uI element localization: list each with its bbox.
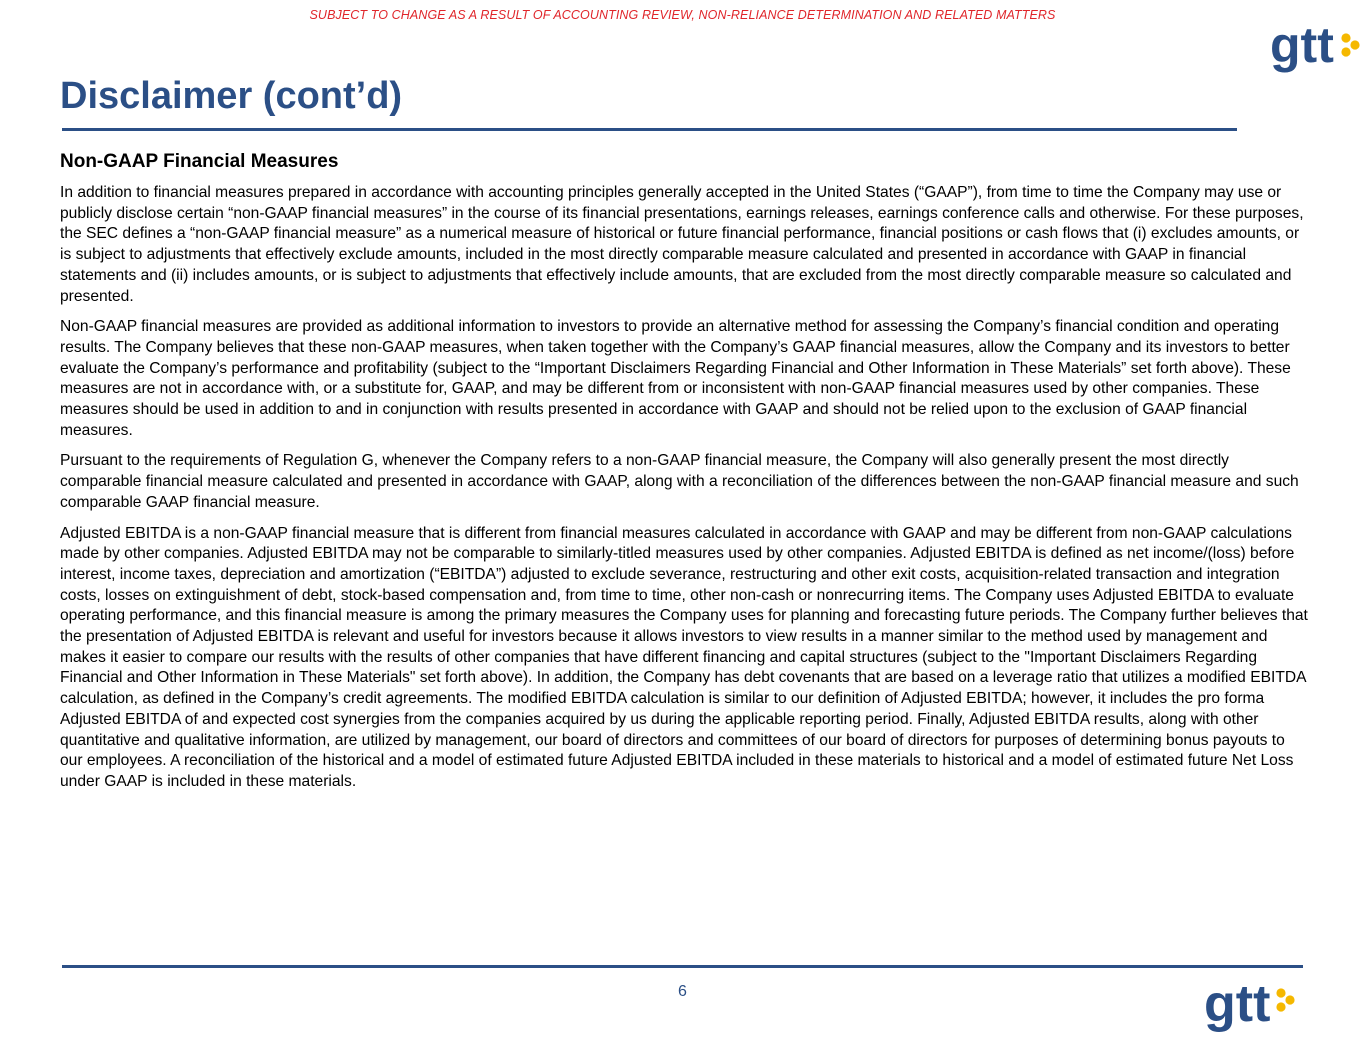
confidentiality-banner: SUBJECT TO CHANGE AS A RESULT OF ACCOUNTING REVIEW, NON-RELIANCE DETERMINATION AND RELATED MATTERS [309, 8, 1056, 22]
paragraph: Pursuant to the requirements of Regulation G, whenever the Company refers to a non-GAAP financial measure, the Company will also generally present the most directly comparable financial measure calculated and presented in accordance with GAAP, along with a reconciliation of the differences between the non-GAAP financial measure and such comparable GAAP financial measure. [60, 452, 1299, 511]
paragraph: In addition to financial measures prepared in accordance with accounting principles generally accepted in the United States (“GAAP”), from time to time the Company may use or publicly disclose certain “non-GAAP financial measures” in the course of its financial presentations, earnings releases, earnings conference calls and otherwise. For these purposes, the SEC defines a “non-GAAP financial measure” as a numerical measure of historical or future financial performance, financial positions or cash flows that (i) excludes amounts, or is subject to adjustments that effectively exclude amounts, included in the most directly comparable measure calculated and presented in accordance with GAAP in financial statements and (ii) includes amounts, or is subject to adjustments that effectively include amounts, that are excluded from the most directly comparable measure so calculated and presented. [60, 184, 1304, 305]
page-number: 6 [678, 983, 687, 1000]
section-heading: Non-GAAP Financial Measures [60, 151, 339, 172]
paragraph: Adjusted EBITDA is a non-GAAP financial measure that is different from financial measures calculated in accordance with GAAP and may be different from non-GAAP calculations made by other companies. Adjusted EBITDA may not be comparable to similarly-titled measures used by other companies. Adjusted EBITDA is defined as net income/(loss) before interest, income taxes, depreciation and amortization (“EBITDA”) adjusted to exclude severance, restructuring and other exit costs, acquisition-related transaction and integration costs, losses on extinguishment of debt, stock-based compensation and, from time to time, other non-cash or nonrecurring items. The Company uses Adjusted EBITDA to evaluate operating performance, and this financial measure is among the primary measures the Company uses for planning and forecasting future periods. The Company further believes that the presentation of Adjusted EBITDA is relevant and useful for investors because it allows investors to view results in a manner similar to the method used by management and makes it easier to compare our results with the results of other companies that have different financing and capital structures (subject to the "Important Disclaimers Regarding Financial and Other Information in These Materials" set forth above). In addition, the Company has debt covenants that are based on a leverage ratio that utilizes a modified EBITDA calculation, as defined in the Company’s credit agreements. The modified EBITDA calculation is similar to our definition of Adjusted EBITDA; however, it includes the pro forma Adjusted EBITDA of and expected cost synergies from the companies acquired by us during the applicable reporting period. Finally, Adjusted EBITDA results, along with other quantitative and qualitative information, are utilized by management, our board of directors and committees of our board of directors for purposes of determining bonus payouts to our employees. A reconciliation of the historical and a model of estimated future Adjusted EBITDA included in these materials to historical and a model of estimated future Net Loss under GAAP is included in these materials. [60, 524, 1308, 790]
gtt-logo-footer-text: gtt [1204, 975, 1271, 1033]
page-title: Disclaimer (cont’d) [60, 75, 403, 117]
paragraph: Non-GAAP financial measures are provided as additional information to investors to provide an alternative method for assessing the Company’s financial condition and operating results. The Company believes that these non-GAAP measures, when taken together with the Company’s GAAP financial measures, allow the Company and its investors to better evaluate the Company’s performance and profitability (subject to the “Important Disclaimers Regarding Financial and Other Information in These Materials” set forth above). These measures are not in accordance with, or a substitute for, GAAP, and may be different from or inconsistent with non-GAAP financial measures used by other companies. These measures should be used in addition to and in conjunction with results presented in accordance with GAAP and should not be relied upon to the exclusion of GAAP financial measures. [60, 318, 1291, 439]
footer-divider [62, 965, 1303, 968]
gtt-logo-text: gtt [1270, 18, 1334, 73]
gtt-logo-footer [1202, 975, 1298, 1037]
gtt-logo [1268, 18, 1363, 78]
disclaimer-body [60, 150, 1310, 803]
title-divider [62, 128, 1237, 131]
